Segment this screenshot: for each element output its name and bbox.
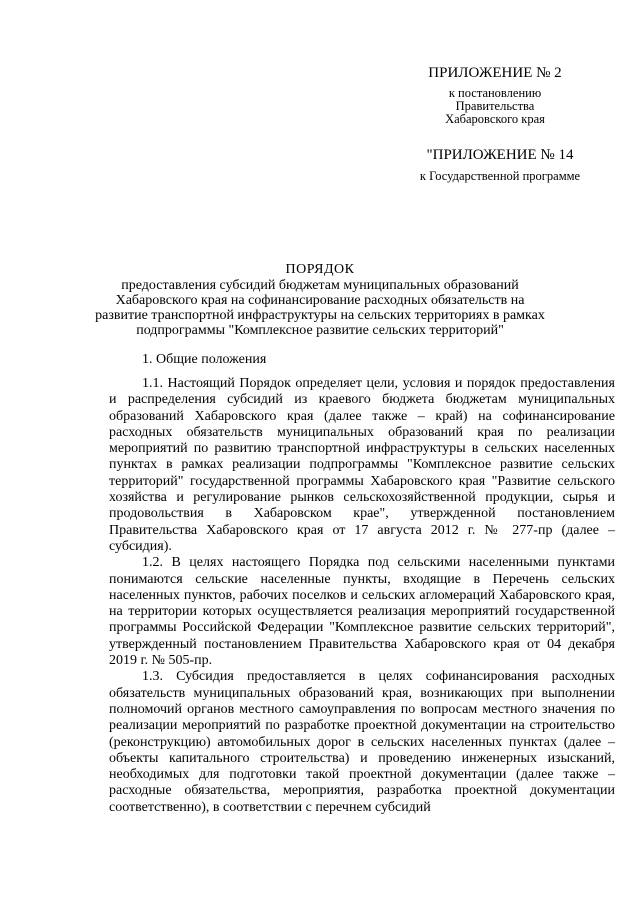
appendix-2-line: Правительства [455,98,535,113]
appendix-14-heading: "ПРИЛОЖЕНИЕ № 14 [426,147,574,163]
paragraph-1-2: 1.2. В целях настоящего Порядка под сельскими населенными пунктами понимаются сельские населенные пункты, входящие в Перечень сельских населенных пунктов, рабочих поселков и сельских агломераций Хабаровского края, на территории которых осуществляется реализация мероприятий государственной программы Российской Федерации "Комплексное развитие сельских территорий", утвержденный постановлением Правительства Хабаровского края от 04 декабря 2019 г. № 505-пр. [109,555,615,669]
paragraph-1-3: 1.3. Субсидия предоставляется в целях софинансирования расходных обязательств муниципальных образований края, возникающих при выполнении полномочий органов местного самоуправления по вопросам местного значения по реализации мероприятий по разработке проектной документации на строительство (реконструкцию) автомобильных дорог в сельских населенных пунктах (далее – объекты капитального строительства) и проведению инженерных изысканий, необходимых для подготовки такой проектной документации (далее также – расходные обязательства, мероприятия, разработка проектной документации соответственно), в соответствии с перечнем субсидий [109,669,615,815]
appendix-2-line: к постановлению [448,85,542,100]
document-title: ПОРЯДОК [285,262,355,277]
appendix-2-line: Хабаровского края [445,112,545,126]
appendix-2-block [420,66,570,126]
appendix-14-line: к Государственной программе [419,168,581,183]
document-body [109,376,615,816]
paragraph-1-1: 1.1. Настоящий Порядок определяет цели, условия и порядок предоставления и распределения субсидий из краевого бюджета бюджетам муниципальных образований Хабаровского края (далее также – край) на софинансирование расходных обязательств муниципальных образований края по реализации мероприятий по развитию транспортной инфраструктуры в сельских населенных пунктах в рамках реализации подпрограммы "Комплексное развитие сельских территорий" государственной программы Хабаровского края "Развитие сельского хозяйства и регулирование рынков сельскохозяйственной продукции, сырья и продовольствия в Хабаровском крае", утвержденной постановлением Правительства Хабаровского края от 17 августа 2012 г. № 277-пр (далее – субсидия). [109,376,615,554]
appendix-14-block [405,148,595,183]
document-subtitle: предоставления субсидий бюджетам муниципальных образований Хабаровского края на софинансирование расходных обязательств на развитие транспортной инфраструктуры на сельских территориях в рамках подпрограммы "Комплексное развитие сельских территорий" [95,278,545,338]
appendix-2-heading: ПРИЛОЖЕНИЕ № 2 [428,65,562,81]
section-heading: 1. Общие положения [142,352,267,367]
